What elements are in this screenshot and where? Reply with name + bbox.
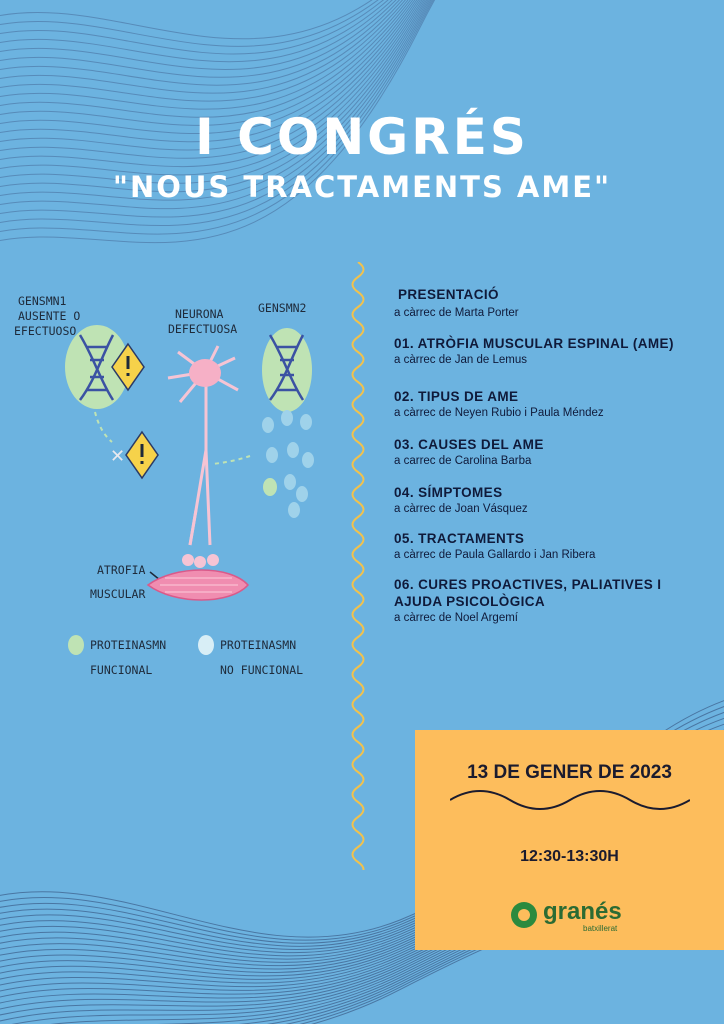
warning-icon-2 xyxy=(126,432,158,478)
program-item-title-line2: AJUDA PSICOLÒGICA xyxy=(394,594,546,609)
muscle-label-line1: ATROFIA xyxy=(97,563,146,577)
program-item xyxy=(394,576,661,626)
program-item-title: 05. TRACTAMENTS xyxy=(394,531,525,546)
program-item-title: 03. CAUSES DEL AME xyxy=(394,437,544,452)
legend-swatch-functional xyxy=(68,635,84,655)
program-item-title-line1: 06. CURES PROACTIVES, PALIATIVES I xyxy=(394,577,662,592)
axon-terminal xyxy=(194,556,206,568)
logo-name: granés xyxy=(543,898,622,925)
program-item-speaker: a càrrec de Noel Argemí xyxy=(394,612,519,624)
program-item-speaker: a càrrec de Paula Gallardo i Jan Ribera xyxy=(394,549,596,561)
gene2-label: GENSMN2 xyxy=(258,301,307,315)
legend-swatch-nonfunctional xyxy=(198,635,214,655)
cross-icon: ✕ xyxy=(110,446,126,467)
event-time: 12:30-13:30H xyxy=(520,848,619,865)
congress-subtitle: "NOUS TRACTAMENTS AME" xyxy=(112,170,612,204)
neuron-body xyxy=(189,359,221,387)
wavy-divider xyxy=(345,262,371,870)
legend-functional-line2: FUNCIONAL xyxy=(90,663,153,677)
program-item-speaker: a càrrec de Joan Vásquez xyxy=(394,503,528,515)
program-item-title: PRESENTACIÓ xyxy=(398,287,499,302)
event-date: 13 DE GENER DE 2023 xyxy=(467,762,672,783)
granes-logo xyxy=(511,898,631,932)
legend-functional-line1: PROTEINASMN xyxy=(90,638,167,652)
legend-nonfunctional-line2: NO FUNCIONAL xyxy=(220,663,304,677)
legend-nonfunctional-line1: PROTEINASMN xyxy=(220,638,297,652)
gene1-label-line2: AUSENTE O xyxy=(18,309,81,323)
gene1-label-line1: GENSMN1 xyxy=(18,294,67,308)
program-item-speaker: a carrec de Carolina Barba xyxy=(394,455,532,467)
program-item xyxy=(394,388,604,421)
program-item-speaker-row xyxy=(394,305,519,321)
sma-illustration xyxy=(0,260,360,700)
muscle-label-line2: MUSCULAR xyxy=(90,587,146,601)
functional-protein xyxy=(263,478,277,496)
axon-terminal xyxy=(207,554,219,566)
program-item-speaker: a càrrec de Neyen Rubio i Paula Méndez xyxy=(394,407,604,419)
program-item xyxy=(394,436,544,469)
logo-g-icon xyxy=(511,902,537,928)
event-info-box xyxy=(415,730,724,950)
program-item xyxy=(394,530,595,563)
arrow-down-icon xyxy=(95,412,112,442)
program-item xyxy=(398,286,499,303)
neuron-label-line2: DEFECTUOSA xyxy=(168,322,238,336)
gene1-label-line3: EFECTUOSO xyxy=(14,324,77,338)
program-item-title: 02. TIPUS DE AME xyxy=(394,389,519,404)
protein-drops xyxy=(262,410,314,518)
program-item-title: 04. SÍMPTOMES xyxy=(394,485,503,500)
congress-title: I CONGRÉS xyxy=(195,108,529,166)
date-wave-divider xyxy=(450,788,690,812)
program-item xyxy=(394,484,528,517)
program-item-title: 01. ATRÒFIA MUSCULAR ESPINAL (AME) xyxy=(394,336,674,351)
logo-subtitle: batxillerat xyxy=(583,924,618,933)
program-item-speaker: a càrrec de Jan de Lemus xyxy=(394,354,527,366)
program-item-speaker: a càrrec de Marta Porter xyxy=(394,307,519,319)
arrow-left-icon xyxy=(212,456,250,464)
neuron-label-line1: NEURONA xyxy=(175,307,224,321)
program-item xyxy=(394,335,674,368)
axon-terminal xyxy=(182,554,194,566)
